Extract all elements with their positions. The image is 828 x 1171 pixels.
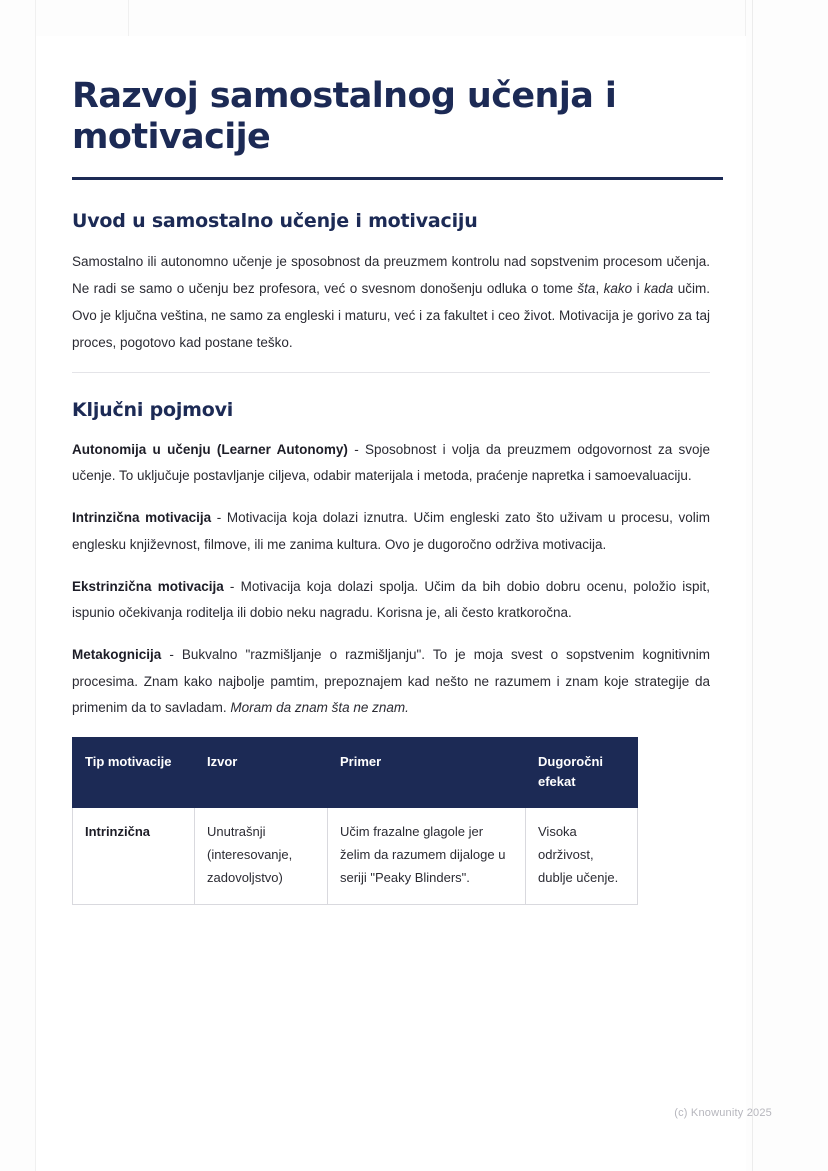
table-cell: Visoka održivost, dublje učenje. (526, 808, 638, 904)
term-label: Metakognicija (72, 647, 162, 663)
term-dash: - (347, 441, 366, 457)
intro-italic-kada: kada (644, 280, 674, 296)
term-label: Autonomija u učenju (Learner Autonomy) (72, 441, 348, 457)
section-heading-key-terms: Ključni pojmovi (72, 398, 234, 421)
table-cell: Intrinzična (73, 808, 195, 904)
intro-italic-sta: šta (577, 280, 596, 296)
intro-text-part: i (632, 280, 645, 296)
term-entry (72, 437, 710, 490)
intro-text-part: Samostalno ili autonomno učenje je sposobnost da preuzmem kontrolu nad sopstvenim procesom učenja. Ne radi se samo o učenju bez profesora, već o svesnom donošenju odluka o tome (72, 253, 710, 296)
term-label: Intrinzična motivacija (72, 510, 212, 526)
term-entry (72, 574, 710, 627)
table-cell: Učim frazalne glagole jer želim da razumem dijaloge u seriji "Peaky Blinders". (328, 808, 526, 904)
document-content (36, 36, 746, 905)
intro-text-part: učim. Ovo je ključna veština, ne samo za engleski i maturu, već i za fakultet i ceo život. Motivacija je gorivo za taj proces, pogotovo kad postane teško. (72, 280, 710, 350)
section-divider (72, 372, 710, 373)
term-definition: Motivacija koja dolazi spolja. Učim da bih dobio dobru ocenu, položio ispit, ispunio očekivanja roditelja ili dobio neku nagradu. Korisna je, ali često kratkoročna. (72, 578, 711, 621)
term-dash: - (161, 647, 182, 663)
term-label: Ekstrinzična motivacija (72, 578, 224, 594)
page-title: Razvoj samostalnog učenja i motivacije (72, 76, 617, 158)
copyright-watermark: (c) Knowunity 2025 (674, 1107, 772, 1119)
term-definition-italic: Moram da znam šta ne znam. (230, 700, 409, 716)
section-heading-intro: Uvod u samostalno učenje i motivaciju (72, 209, 478, 232)
page-guide-line (752, 0, 753, 1171)
table-header-cell: Dugoročni efekat (526, 738, 638, 808)
table-header-cell: Izvor (195, 738, 328, 808)
intro-italic-kako: kako (603, 280, 633, 296)
document-sheet (36, 36, 746, 1171)
table-header-cell: Primer (328, 738, 526, 808)
term-dash: - (223, 578, 241, 594)
motivation-table (72, 737, 638, 904)
intro-text-part: , (595, 280, 604, 296)
term-definition: Motivacija koja dolazi iznutra. Učim engleski zato što uživam u procesu, volim englesku književnost, filmove, ili me zanima kultura. Ovo je dugoročno održiva motivacija. (72, 510, 711, 552)
term-definition: Sposobnost i volja da preuzmem odgovornost za svoje učenje. To uključuje postavljanje ciljeva, odabir materijala i metoda, praćenje napretka i samoevaluaciju. (72, 441, 711, 483)
table-header-row (73, 738, 638, 808)
intro-paragraph (72, 248, 710, 356)
term-entry (72, 505, 710, 558)
term-dash: - (211, 510, 227, 526)
term-entry (72, 642, 710, 721)
table-cell: Unutrašnji (interesovanje, zadovoljstvo) (195, 808, 328, 904)
title-divider (72, 177, 723, 180)
table-header-cell: Tip motivacije (73, 738, 195, 808)
term-definition: Bukvalno "razmišljanje o razmišljanju". To je moja svest o sopstvenim kognitivnim procesima. Znam kako najbolje pamtim, prepoznajem kad nešto ne razumem i znam koje strategije da primenim da to savladam. (72, 647, 711, 716)
table-row (73, 808, 638, 904)
